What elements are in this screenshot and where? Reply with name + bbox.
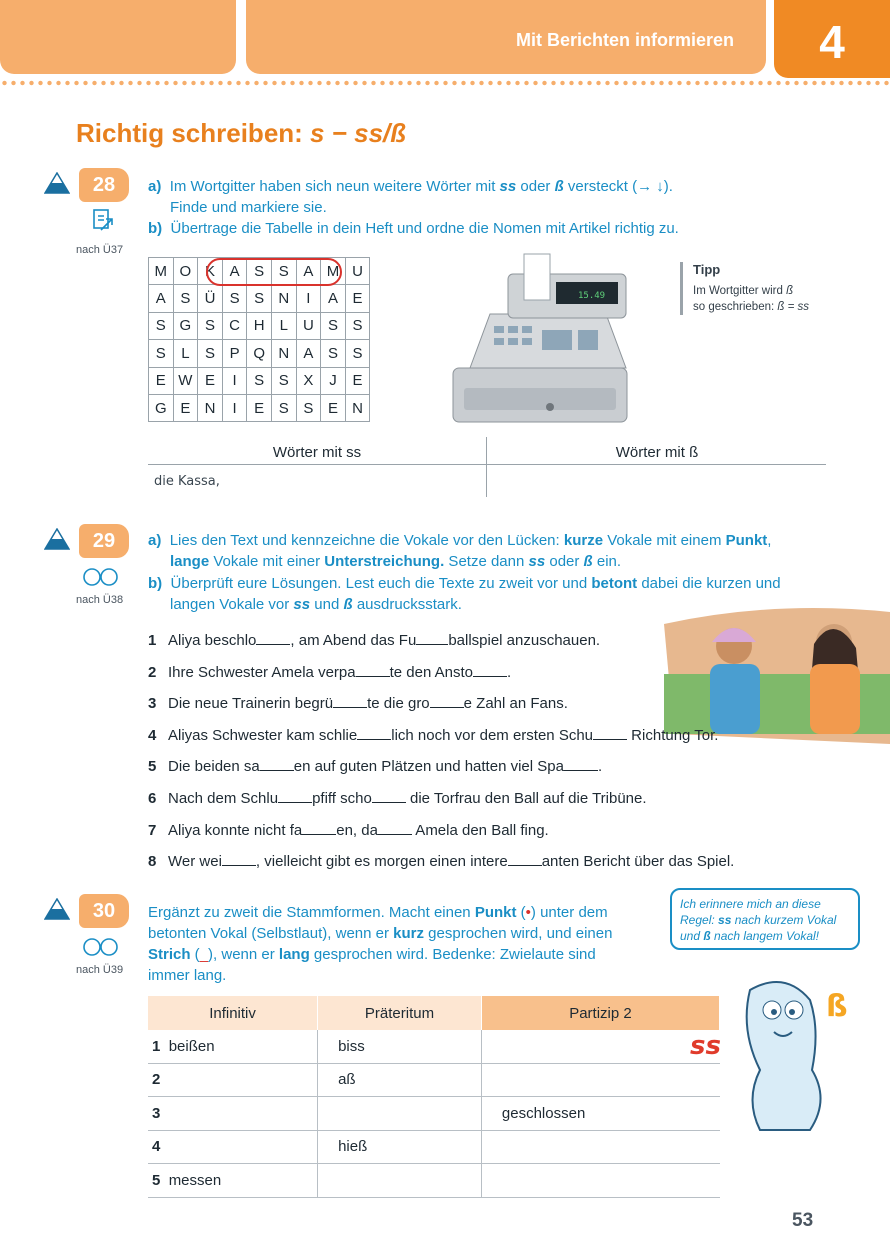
header-praeteritum: Präteritum bbox=[318, 996, 482, 1030]
grid-cell[interactable]: S bbox=[321, 312, 346, 339]
row-number: 3 bbox=[152, 1104, 161, 1122]
sentence-number: 5 bbox=[148, 758, 157, 776]
grid-cell[interactable]: U bbox=[345, 258, 370, 285]
row-number: 2 bbox=[152, 1071, 161, 1089]
grid-row bbox=[149, 312, 370, 339]
grid-cell[interactable]: E bbox=[198, 367, 223, 394]
grid-cell[interactable]: L bbox=[173, 340, 198, 367]
blank-input[interactable] bbox=[508, 853, 542, 866]
grid-cell[interactable]: H bbox=[247, 312, 272, 339]
grid-cell[interactable]: N bbox=[198, 394, 223, 421]
grid-cell[interactable]: S bbox=[198, 340, 223, 367]
chapter-title: Mit Berichten informieren bbox=[516, 30, 735, 50]
form-row bbox=[148, 1164, 720, 1198]
cell-praeteritum[interactable] bbox=[318, 1030, 482, 1063]
grid-cell[interactable]: G bbox=[173, 312, 198, 339]
blank-input[interactable] bbox=[357, 727, 391, 740]
speech-bubble: Ich erinnere mich an diese Regel: ss nach kurzem Vokal und ß nach langem Vokal! bbox=[670, 888, 860, 950]
praeteritum-value: biss bbox=[338, 1037, 365, 1055]
grid-cell[interactable]: I bbox=[296, 285, 321, 312]
grid-cell[interactable]: P bbox=[222, 340, 247, 367]
partner-work-icon bbox=[82, 936, 120, 958]
page-number: 53 bbox=[792, 1210, 814, 1231]
sentence-text: ballspiel anzuschauen. bbox=[448, 632, 601, 649]
sentence-number: 3 bbox=[148, 695, 157, 713]
grid-cell[interactable]: L bbox=[271, 312, 296, 339]
infinitiv-value: messen bbox=[168, 1171, 222, 1189]
blank-input[interactable] bbox=[302, 822, 336, 835]
grid-cell[interactable]: S bbox=[271, 394, 296, 421]
grid-cell[interactable]: E bbox=[149, 367, 174, 394]
grid-cell[interactable]: S bbox=[222, 285, 247, 312]
header-dotted-line bbox=[0, 80, 890, 86]
grid-cell[interactable]: Ü bbox=[198, 285, 223, 312]
sentence-text: , am Abend das Fu bbox=[290, 632, 417, 649]
sentence-text: te den Ansto bbox=[389, 663, 473, 681]
sentence-text: Die neue Trainerin begrü bbox=[168, 695, 334, 713]
sentence-text: te die gro bbox=[367, 695, 430, 713]
task-number-30: 30 bbox=[79, 894, 129, 928]
cell-infinitiv[interactable] bbox=[148, 1030, 318, 1063]
grid-cell[interactable]: M bbox=[321, 258, 346, 285]
grid-cell[interactable]: S bbox=[321, 340, 346, 367]
blank-input[interactable] bbox=[256, 632, 290, 645]
grid-cell[interactable]: N bbox=[345, 394, 370, 421]
grid-cell[interactable]: S bbox=[247, 258, 272, 285]
header-partizip: Partizip 2 bbox=[481, 996, 719, 1030]
grid-row bbox=[149, 340, 370, 367]
task29-b: b) Überprüft eure Lösungen. Lest euch die Texte zu zweit vor und betont dabei die kurzen und langen Vokale vor ss und ß ausdrucksstark. bbox=[148, 575, 781, 613]
grid-cell[interactable]: E bbox=[345, 285, 370, 312]
blank-input[interactable] bbox=[416, 632, 448, 645]
svg-text:ss: ss bbox=[690, 1031, 721, 1061]
svg-text:15.49: 15.49 bbox=[578, 291, 606, 301]
sentence-text: Nach dem Schlu bbox=[168, 790, 279, 807]
sentence-text: Die beiden sa bbox=[168, 758, 260, 776]
task28-a: a) Im Wortgitter haben sich neun weitere Wörter mit ss oder ß versteckt (→ ↓). Finde und markiere sie. bbox=[148, 178, 673, 216]
grid-cell[interactable]: A bbox=[296, 340, 321, 367]
header-words-ss: Wörter mit ss bbox=[272, 444, 362, 461]
row-number: 5 bbox=[152, 1171, 161, 1189]
cell-infinitiv[interactable] bbox=[148, 1130, 318, 1164]
sentence-text: Aliyas Schwester kam schlie bbox=[168, 726, 358, 744]
sentence-number: 1 bbox=[148, 632, 157, 649]
grid-cell[interactable]: N bbox=[271, 285, 296, 312]
grid-cell[interactable]: M bbox=[149, 258, 174, 285]
cell-infinitiv[interactable] bbox=[148, 1063, 318, 1097]
cell-infinitiv[interactable] bbox=[148, 1164, 318, 1198]
grid-cell[interactable]: A bbox=[321, 285, 346, 312]
sentence-number: 8 bbox=[148, 853, 157, 871]
sentence-number: 2 bbox=[148, 663, 157, 681]
sentence-text: . bbox=[597, 758, 603, 776]
row-number: 4 bbox=[152, 1138, 161, 1156]
grid-cell[interactable]: A bbox=[222, 258, 247, 285]
grid-cell[interactable]: X bbox=[296, 367, 321, 394]
cell-praeteritum[interactable] bbox=[318, 1130, 482, 1164]
grid-cell[interactable]: I bbox=[222, 394, 247, 421]
grid-cell[interactable]: A bbox=[296, 258, 321, 285]
sentence-8 bbox=[148, 853, 734, 870]
grid-row bbox=[149, 367, 370, 394]
blank-input[interactable] bbox=[430, 695, 464, 708]
partizip-value: geschlossen bbox=[501, 1104, 586, 1122]
svg-text:ß: ß bbox=[826, 989, 848, 1024]
task-ref-30: nach Ü39 bbox=[76, 964, 124, 976]
grid-cell[interactable]: G bbox=[149, 394, 174, 421]
grid-cell[interactable]: S bbox=[198, 312, 223, 339]
blank-input[interactable] bbox=[260, 758, 294, 771]
section-title: Richtig schreiben: s − ss/ß bbox=[76, 118, 407, 148]
cell-partizip[interactable] bbox=[481, 1164, 719, 1198]
grid-cell[interactable]: I bbox=[222, 367, 247, 394]
infinitiv-value: beißen bbox=[168, 1037, 215, 1055]
grid-row bbox=[149, 285, 370, 312]
header-words-sz: Wörter mit ß bbox=[615, 444, 699, 461]
blank-input[interactable] bbox=[278, 790, 312, 803]
chapter-number: 4 bbox=[774, 0, 890, 78]
sentence-2 bbox=[148, 664, 511, 681]
grid-cell[interactable]: J bbox=[321, 367, 346, 394]
sentence-text: Aliya beschlo bbox=[168, 632, 257, 649]
grid-cell[interactable]: E bbox=[173, 394, 198, 421]
cell-praeteritum[interactable] bbox=[318, 1063, 482, 1097]
sentence-number: 7 bbox=[148, 821, 157, 839]
sentence-text: die Torfrau den Ball auf die Tribüne. bbox=[405, 790, 647, 807]
sentence-text: Richtung Tor. bbox=[627, 726, 719, 744]
sentence-3 bbox=[148, 695, 568, 712]
blank-input[interactable] bbox=[473, 664, 507, 677]
row-number: 1 bbox=[152, 1037, 161, 1055]
sentence-text: Wer wei bbox=[168, 853, 222, 871]
tip-box: Tipp Im Wortgitter wird ß so geschrieben: ß = ss bbox=[680, 262, 843, 315]
grid-cell[interactable]: K bbox=[198, 258, 223, 285]
form-row bbox=[148, 1130, 720, 1164]
blank-input[interactable] bbox=[356, 664, 390, 677]
grid-cell[interactable]: Q bbox=[247, 340, 272, 367]
form-row bbox=[148, 1030, 720, 1063]
sentence-6 bbox=[148, 790, 647, 807]
grid-cell[interactable]: U bbox=[296, 312, 321, 339]
grid-cell[interactable]: S bbox=[247, 367, 272, 394]
sentence-4 bbox=[148, 727, 718, 744]
grid-cell[interactable]: S bbox=[345, 340, 370, 367]
sentence-text: en, da bbox=[336, 821, 378, 839]
grid-cell[interactable]: S bbox=[173, 285, 198, 312]
grid-cell[interactable]: E bbox=[345, 367, 370, 394]
sentence-7 bbox=[148, 822, 549, 839]
grid-cell[interactable]: A bbox=[149, 285, 174, 312]
task-number-29: 29 bbox=[79, 524, 129, 558]
grid-row bbox=[149, 394, 370, 421]
task-ref-29: nach Ü38 bbox=[76, 594, 124, 606]
praeteritum-value: aß bbox=[338, 1071, 356, 1089]
blank-input[interactable] bbox=[378, 822, 412, 835]
praeteritum-value: hieß bbox=[338, 1138, 368, 1156]
sentence-text: , vielleicht gibt es morgen einen intere bbox=[255, 853, 508, 871]
blank-input[interactable] bbox=[564, 758, 598, 771]
sentence-number: 4 bbox=[148, 726, 157, 744]
sentence-text: Aliya konnte nicht fa bbox=[168, 821, 303, 839]
grid-cell[interactable]: S bbox=[149, 340, 174, 367]
example-entry: die Kassa, bbox=[154, 474, 220, 489]
grid-cell[interactable]: S bbox=[345, 312, 370, 339]
sentence-text: lich noch vor dem ersten Schu bbox=[391, 726, 594, 744]
blank-input[interactable] bbox=[593, 727, 627, 740]
task28-b: b) Übertrage die Tabelle in dein Heft und ordne die Nomen mit Artikel richtig zu. bbox=[148, 220, 679, 237]
header-infinitiv: Infinitiv bbox=[148, 996, 318, 1030]
task-ref-28: nach Ü37 bbox=[76, 244, 124, 256]
grid-cell[interactable]: S bbox=[296, 394, 321, 421]
blank-input[interactable] bbox=[333, 695, 367, 708]
stem-forms-table bbox=[148, 996, 720, 1198]
sentence-5 bbox=[148, 758, 602, 775]
sentence-text: Amela den Ball fing. bbox=[411, 821, 549, 839]
blank-input[interactable] bbox=[222, 853, 256, 866]
grid-cell[interactable]: S bbox=[247, 285, 272, 312]
sentence-1 bbox=[148, 632, 600, 649]
grid-cell[interactable]: S bbox=[149, 312, 174, 339]
words-table-rule bbox=[148, 464, 826, 465]
cell-praeteritum[interactable] bbox=[318, 1097, 482, 1131]
stadium-girls-illustration bbox=[664, 604, 890, 744]
form-row bbox=[148, 1097, 720, 1131]
cash-register-illustration bbox=[450, 250, 630, 426]
cell-partizip[interactable] bbox=[481, 1030, 719, 1063]
grid-cell[interactable]: S bbox=[271, 367, 296, 394]
sentence-text: . bbox=[507, 663, 512, 681]
grid-cell[interactable]: E bbox=[321, 394, 346, 421]
sentence-text: anten Bericht über das Spiel. bbox=[541, 853, 735, 871]
difficulty-pyramid-icon bbox=[44, 898, 70, 920]
grid-cell[interactable]: E bbox=[247, 394, 272, 421]
cell-praeteritum[interactable] bbox=[318, 1164, 482, 1198]
sentence-text: pfiff scho bbox=[312, 790, 372, 807]
grid-cell[interactable]: C bbox=[222, 312, 247, 339]
copy-to-notebook-icon bbox=[92, 208, 114, 232]
task30-instructions: Ergänzt zu zweit die Stammformen. Macht einen Punkt (•) unter dem betonten Vokal (Selbstlaut), wenn er kurz gesprochen wird, und einen Strich (_), wenn er lang gesprochen wird. Bedenke: Zwielaute sind immer lang. bbox=[148, 904, 613, 984]
difficulty-pyramid-icon bbox=[44, 172, 70, 194]
form-row bbox=[148, 1063, 720, 1097]
task29-a: a) Lies den Text und kennzeichne die Vokale vor den Lücken: kurze Vokale mit einem Punkt, lange Vokale mit einer Unterstreichung. Setze dann ss oder ß ein. bbox=[148, 532, 772, 570]
cell-partizip[interactable] bbox=[481, 1097, 719, 1131]
blank-input[interactable] bbox=[372, 790, 406, 803]
task-number-28: 28 bbox=[79, 168, 129, 202]
sentence-text: en auf guten Plätzen und hatten viel Spa bbox=[293, 758, 564, 776]
cell-partizip[interactable] bbox=[481, 1063, 719, 1097]
grid-cell[interactable]: S bbox=[271, 258, 296, 285]
header-tab-left bbox=[0, 0, 236, 74]
cell-partizip[interactable] bbox=[481, 1130, 719, 1164]
marked-word-kassa bbox=[206, 258, 342, 286]
cell-infinitiv[interactable] bbox=[148, 1097, 318, 1131]
sentence-text: e Zahl an Fans. bbox=[463, 695, 568, 713]
difficulty-pyramid-icon bbox=[44, 528, 70, 550]
sentence-text: Ihre Schwester Amela verpa bbox=[168, 663, 356, 681]
sentence-number: 6 bbox=[148, 790, 157, 807]
grid-cell[interactable]: W bbox=[173, 367, 198, 394]
partner-work-icon bbox=[82, 566, 120, 588]
grid-cell[interactable]: O bbox=[173, 258, 198, 285]
grid-cell[interactable]: N bbox=[271, 340, 296, 367]
